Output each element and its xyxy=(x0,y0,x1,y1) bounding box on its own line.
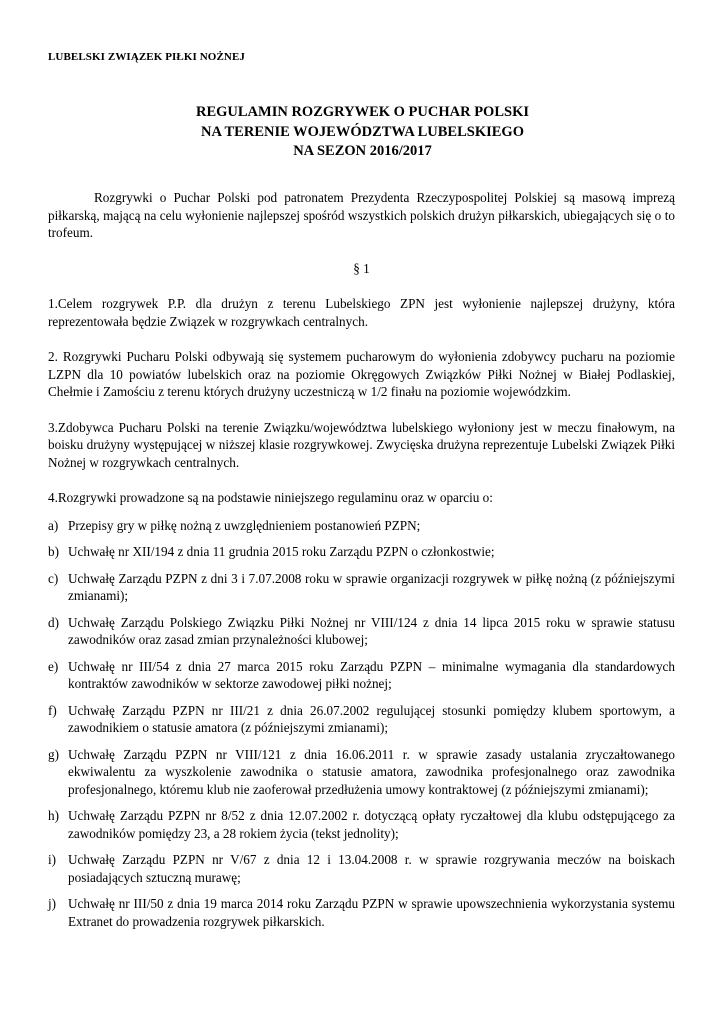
list-item xyxy=(48,570,675,605)
list-item xyxy=(48,614,675,649)
list-marker: b) xyxy=(48,544,59,559)
section-heading: § 1 xyxy=(353,260,370,276)
list-item-text: Uchwałę nr III/50 z dnia 19 marca 2014 roku Zarządu PZPN w sprawie upowszechnienia wykorzystania systemu Extranet do prowadzenia rozgrywek piłkarskich. xyxy=(68,896,675,929)
list-marker: g) xyxy=(48,746,59,762)
list-marker: h) xyxy=(48,808,59,823)
list-item xyxy=(48,543,675,561)
intro-paragraph: Rozgrywki o Puchar Polski pod patronatem Prezydenta Rzeczypospolitej Polskiej są masową imprezą piłkarską, mającą na celu wyłonienie najlepszej spośród wszystkich polskich drużyn piłkarskich, ubiegających się o to trofeum. xyxy=(48,190,675,240)
list-marker: j) xyxy=(48,896,57,911)
paragraph-4: 4.Rozgrywki prowadzone są na podstawie niniejszego regulaminu oraz w oparciu o: xyxy=(48,490,493,505)
list-item-text: Uchwałę nr XII/194 z dnia 11 grudnia 2015 roku Zarządu PZPN o członkostwie; xyxy=(68,544,495,559)
list-marker: c) xyxy=(48,570,59,586)
document-body xyxy=(48,189,675,930)
list-item-text: Uchwałę Zarządu PZPN z dni 3 i 7.07.2008 roku w sprawie organizacji rozgrywek w piłkę nożną (z późniejszymi zmianami); xyxy=(68,570,675,603)
list-item-text: Uchwałę nr III/54 z dnia 27 marca 2015 roku Zarządu PZPN – minimalne wymagania dla standardowych kontraktów zawodników w sektorze zawodowej piłki nożnej; xyxy=(68,658,675,691)
paragraph-3: 3.Zdobywca Pucharu Polski na terenie Związku/województwa lubelskiego wyłoniony jest w meczu finałowym, na boisku drużyny występującej w niższej klasie rozgrywkowej. Zwycięska drużyna reprezentuje Lubelski Związek Piłki Nożnej w rozgrywkach centralnych. xyxy=(48,419,675,470)
organization-header: LUBELSKI ZWIĄZEK PIŁKI NOŻNEJ xyxy=(48,51,245,63)
list-item-text: Przepisy gry w piłkę nożną z uwzględnieniem postanowień PZPN; xyxy=(68,517,421,533)
paragraph-1: 1.Celem rozgrywek P.P. dla drużyn z terenu Lubelskiego ZPN jest wyłonienie najlepszej drużyny, która reprezentowała będzie Związek w rozgrywkach centralnych. xyxy=(48,296,675,329)
regulation-list xyxy=(48,517,675,931)
list-item-text: Uchwałę Zarządu PZPN nr V/67 z dnia 12 i 13.04.2008 r. w sprawie rozgrywania meczów na boiskach posiadających sztuczną murawę; xyxy=(68,852,675,885)
list-item xyxy=(48,851,675,886)
list-item-text: Uchwałę Zarządu PZPN nr III/21 z dnia 26.07.2002 regulującej stosunki pomiędzy klubem sportowym, a zawodnikiem o statusie amatora (z późniejszymi zmianami); xyxy=(68,702,675,735)
list-marker: i) xyxy=(48,852,57,867)
list-item xyxy=(48,807,675,842)
list-item-text: Uchwałę Zarządu PZPN nr 8/52 z dnia 12.07.2002 r. dotyczącą opłaty ryczałtowej dla klubu odstępującego za zawodników pomiędzy 23, a 28 rokiem życia (tekst jednolity); xyxy=(68,808,675,841)
list-item xyxy=(48,658,675,693)
list-item-text: Uchwałę Zarządu Polskiego Związku Piłki Nożnej nr VIII/124 z dnia 14 lipca 2015 roku w sprawie statusu zawodników oraz zasad zmian przynależności klubowej; xyxy=(68,614,675,647)
document-title xyxy=(0,103,725,162)
list-item xyxy=(48,746,675,799)
paragraph-2: 2. Rozgrywki Pucharu Polski odbywają się systemem pucharowym do wyłonienia zdobywcy pucharu na poziomie LZPN dla 10 powiatów lubelskich oraz na poziomie Okręgowych Związków Piłki Nożnej w Białej Podlaskiej, Chełmie i Zamościu z terenu których drużyny uczestniczą w 1/2 finału na poziomie wojewódzkim. xyxy=(48,349,675,399)
title-line-1: REGULAMIN ROZGRYWEK O PUCHAR POLSKI xyxy=(195,104,529,120)
list-marker: f) xyxy=(48,702,57,718)
list-item-text: Uchwałę Zarządu PZPN nr VIII/121 z dnia 16.06.2011 r. w sprawie zasady ustalania zryczałtowanego ekwiwalentu za wyszkolenie zawodnika o statusie amatora, zawodnika profesjonalnego oraz zawodnika profesjonalnego, któremu klub nie zaoferował przedłużenia umowy kontraktowej (z późniejszymi zmianami); xyxy=(68,746,675,797)
list-marker: e) xyxy=(48,658,59,674)
list-item xyxy=(48,895,675,930)
title-line-3: NA SEZON 2016/2017 xyxy=(293,143,432,159)
list-marker: d) xyxy=(48,614,59,630)
list-marker: a) xyxy=(48,517,59,533)
title-line-2: NA TERENIE WOJEWÓDZTWA LUBELSKIEGO xyxy=(201,123,524,140)
list-item xyxy=(48,517,675,535)
list-item xyxy=(48,702,675,737)
